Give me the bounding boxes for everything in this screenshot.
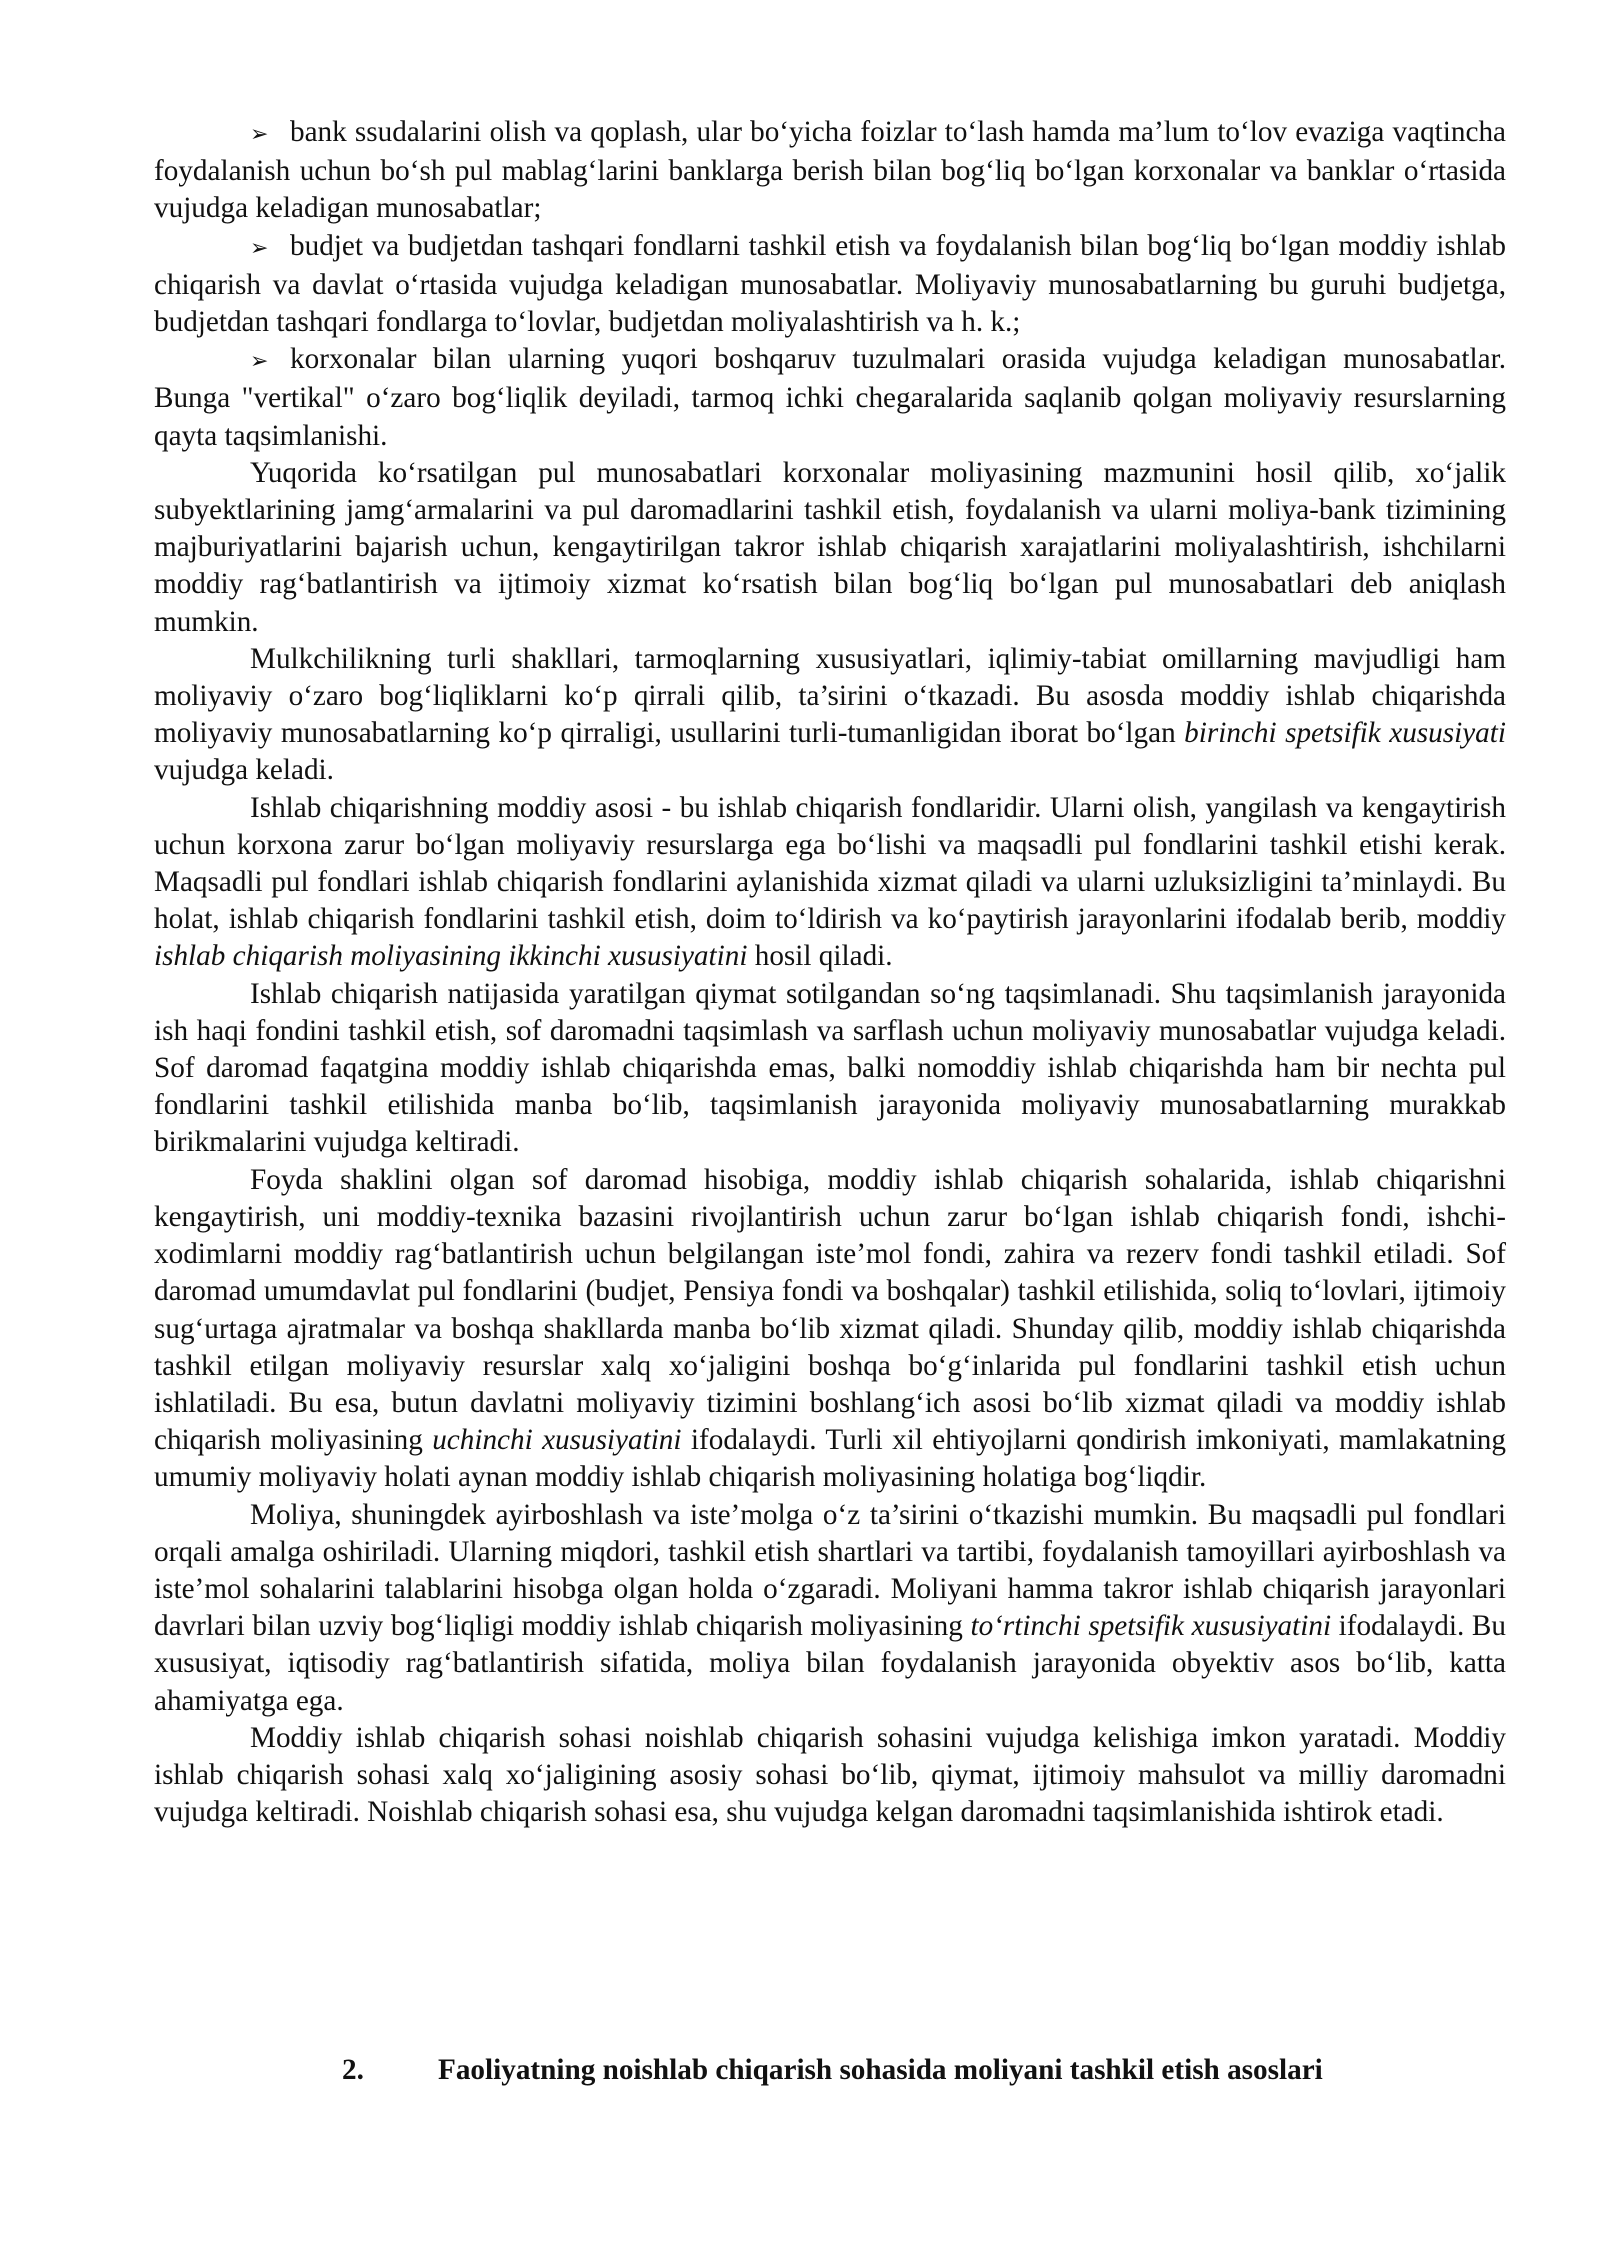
bullet-paragraph <box>154 341 1506 455</box>
paragraph-text: Ishlab chiqarishning moddiy asosi - bu ishlab chiqarish fondlaridir. Ularni olish, yangilash va kengaytirish uchun korxona zarur bo‘lgan moliyaviy resurslarga ega bo‘lishi va maqsadli pul fondlarini tashkil etishi kerak. Maqsadli pul fondlari ishlab chiqarish fondlarini aylanishida xizmat qiladi va ularni uzluksizligini ta’minlaydi. Bu holat, ishlab chiqarish fondlarini tashkil etish, doim to‘ldirish va ko‘paytirish jarayonlarini ifodalab berib, moddiy <box>154 791 1506 936</box>
body-paragraph <box>154 641 1506 790</box>
body-paragraph: Ishlab chiqarish natijasida yaratilgan qiymat sotilgandan so‘ng taqsimlanadi. Shu taqsimlanish jarayonida ish haqi fondini tashkil etish, sof daromadni taqsimlash va sarflash uchun moliyaviy munosabatlar vujudga keladi. Sof daromad faqatgina moddiy ishlab chiqarishda emas, balki nomoddiy ishlab chiqarishda ham bir nechta pul fondlarini tashkil etilishida manba bo‘lib, taqsimlanish jarayonida moliyaviy munosabatlarning murakkab birikmalarini vujudga keltiradi. <box>154 977 1506 1159</box>
bullet-text: korxonalar bilan ularning yuqori boshqaruv tuzulmalari orasida vujudga keladigan munosabatlar. Bunga "vertikal" o‘zaro bog‘liqlik deyiladi, tarmoq ichki chegaralarida saqlanib qolgan moliyaviy resurslarning qayta taqsimlanishi. <box>154 343 1506 452</box>
paragraph-text: ifodalaydi. Turli xil ehtiyojlarni qondirish imkoniyati, mamlakatning umumiy moliyaviy holati aynan moddiy ishlab chiqarish moliyasining holatiga bog‘liqdir. <box>154 1424 1506 1494</box>
paragraph-text: Mulkchilikning turli shakllari, tarmoqlarning xususiyatlari, iqlimiy-tabiat omillarning mavjudligi ham moliyaviy o‘zaro bog‘liqliklarni ko‘p qirrali qilib, ta’sirini o‘tkazadi. Bu asosda moddiy ishlab chiqarishda moliyaviy munosabatlarning ko‘p qirraligi, usullarini turli-tumanligidan iborat bo‘lgan <box>154 642 1506 750</box>
bullet-text: bank ssudalarini olish va qoplash, ular bo‘yicha foizlar to‘lash hamda ma’lum to‘lov evaziga vaqtincha foydalanish uchun bo‘sh pul mablag‘larini banklarga berish bilan bog‘liq bo‘lgan korxonalar va banklar o‘rtasida vujudga keladigan munosabatlar; <box>154 116 1506 225</box>
body-paragraph <box>154 1497 1506 1720</box>
section-heading <box>342 2052 1323 2089</box>
paragraph-text: Moliya, shuningdek ayirboshlash va iste’molga o‘z ta’sirini o‘tkazishi mumkin. Bu maqsadli pul fondlari orqali amalga oshiriladi. Ularning miqdori, tashkil etish shartlari va tartibi, foydalanish tamoyillari ayirboshlash va iste’mol sohalarini talablarini hisobga olgan holda o‘zgaradi. Moliyani hamma takror ishlab chiqarish jarayonlari davrlari bilan uzviy bog‘liqligi moddiy ishlab chiqarish moliyasining <box>154 1498 1506 1643</box>
section-title: Faoliyatning noishlab chiqarish sohasida moliyani tashkil etish asoslari <box>438 2054 1323 2086</box>
paragraph-text: ifodalaydi. Bu xususiyat, iqtisodiy rag‘batlantirish sifatida, moliya bilan foydalanish jarayonida obyektiv asos bo‘lib, katta ahamiyatga ega. <box>154 1610 1506 1717</box>
paragraph-text: vujudga keladi. <box>154 754 334 787</box>
italic-phrase: birinchi spetsifik xususiyati <box>1184 717 1506 750</box>
italic-phrase: ishlab chiqarish moliyasining ikkinchi xususiyatini <box>154 940 748 973</box>
body-paragraph: Moddiy ishlab chiqarish sohasi noishlab chiqarish sohasini vujudga kelishiga imkon yaratadi. Moddiy ishlab chiqarish sohasi xalq xo‘jaligining asosiy sohasi bo‘lib, qiymat, ijtimoiy mahsulot va milliy daromadni vujudga keltiradi. Noishlab chiqarish sohasi esa, shu vujudga kelgan daromadni taqsimlanishida ishtirok etadi. <box>154 1721 1506 1829</box>
arrow-bullet-icon: ➢ <box>250 349 269 375</box>
body-paragraph <box>154 790 1506 976</box>
arrow-bullet-icon: ➢ <box>250 235 269 261</box>
body-paragraph <box>154 1162 1506 1497</box>
paragraph-text: hosil qiladi. <box>747 940 893 973</box>
bullet-paragraph <box>154 114 1506 228</box>
body-paragraph: Yuqorida ko‘rsatilgan pul munosabatlari korxonalar moliyasining mazmunini hosil qilib, xo‘jalik subyektlarining jamg‘armalarini va pul daromadlarini tashkil etish, foydalanish va ularni moliya-bank tizimining majburiyatlarini bajarish uchun, kengaytirilgan takror ishlab chiqarish xarajatlarini moliyalashtirish, ishchilarni moddiy rag‘batlantirish va ijtimoiy xizmat ko‘rsatish bilan bog‘liq bo‘lgan pul munosabatlari deb aniqlash mumkin. <box>154 456 1506 638</box>
paragraph-text: Foyda shaklini olgan sof daromad hisobiga, moddiy ishlab chiqarish sohalarida, ishlab chiqarishni kengaytirish, uni moddiy-texnika bazasini rivojlantirish uchun zarur bo‘lgan ishlab chiqarish fondi, ishchi-xodimlarni moddiy rag‘batlantirish uchun belgilangan iste’mol fondi, zahira va rezerv fondi tashkil etiladi. Sof daromad umumdavlat pul fondlarini (budjet, Pensiya fondi va boshqalar) tashkil etilishida, soliq to‘lovlari, ijtimoiy sug‘urtaga ajratmalar va boshqa shakllarda manba bo‘lib xizmat qiladi. Shunday qilib, moddiy ishlab chiqarishda tashkil etilgan moliyaviy resurslar xalq xo‘jaligini boshqa bo‘g‘inlarida pul fondlarini tashkil etish uchun ishlatiladi. Bu esa, butun davlatni moliyaviy tizimini boshlang‘ich asosi bo‘lib xizmat qiladi va moddiy ishlab chiqarish moliyasining <box>154 1163 1506 1457</box>
arrow-bullet-icon: ➢ <box>250 122 269 147</box>
section-number: 2. <box>342 2054 364 2086</box>
italic-phrase: uchinchi xususiyatini <box>432 1424 682 1457</box>
italic-phrase: to‘rtinchi spetsifik xususiyatini <box>970 1610 1332 1643</box>
bullet-paragraph <box>154 228 1506 342</box>
bullet-text: budjet va budjetdan tashqari fondlarni tashkil etish va foydalanish bilan bog‘liq bo‘lgan moddiy ishlab chiqarish va davlat o‘rtasida vujudga keladigan munosabatlar. Moliyaviy munosabatlarning bu guruhi budjetga, budjetdan tashqari fondlarga to‘lovlar, budjetdan moliyalashtirish va h. k.; <box>154 229 1506 339</box>
document-body <box>154 114 1506 1831</box>
